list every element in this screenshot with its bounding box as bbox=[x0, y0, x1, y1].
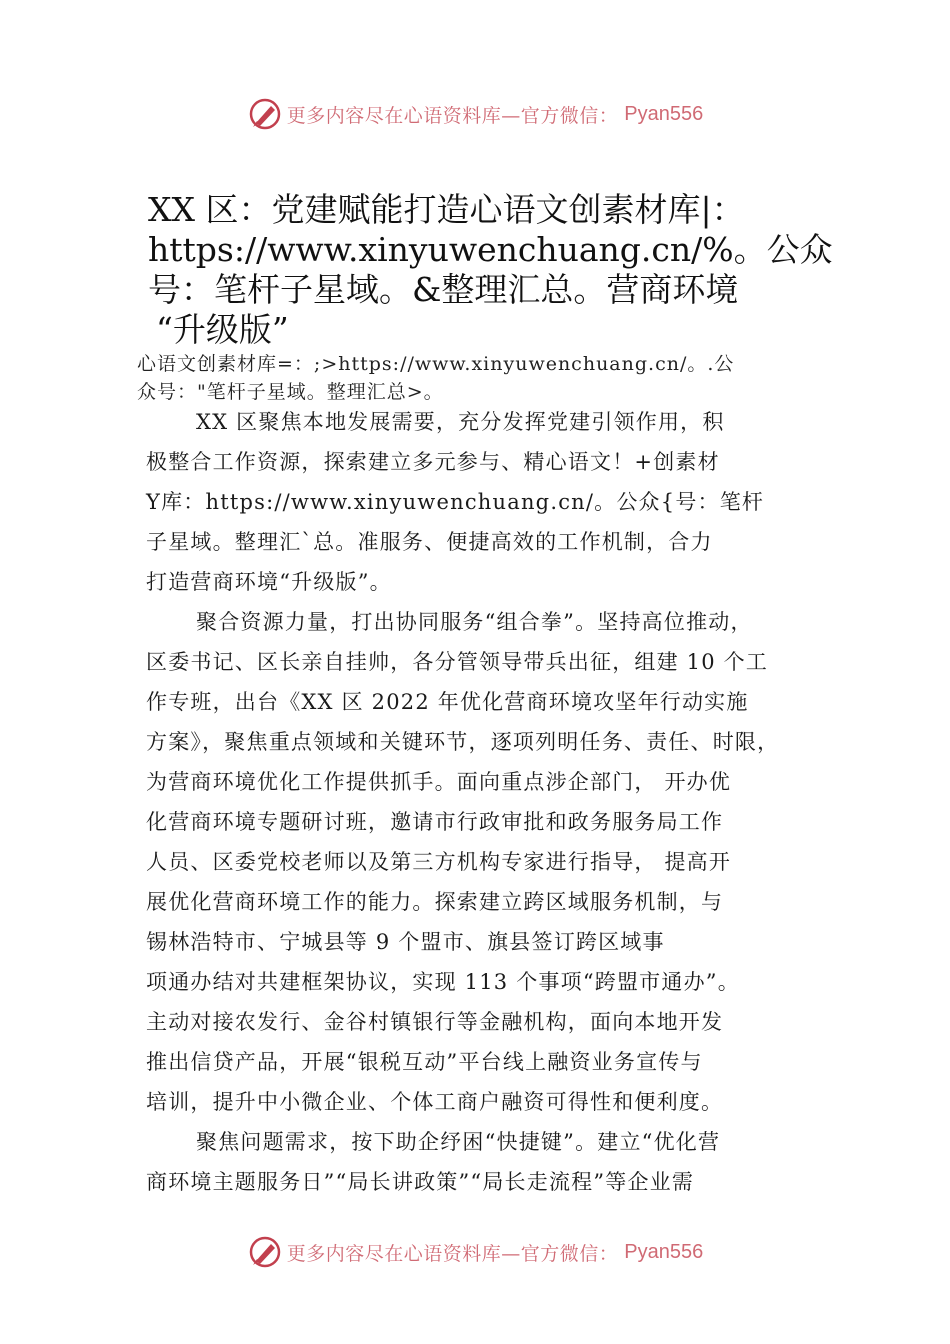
body-line: 子星域。整理汇`总。准服务、便捷高效的工作机制，合力 bbox=[146, 530, 713, 554]
body-line: 锡林浩特市、宁城县等 9 个盟市、旗县签订跨区域事 bbox=[146, 930, 665, 954]
body-line: 培训，提升中小微企业、个体工商户融资可得性和便利度。 bbox=[146, 1090, 724, 1114]
body-line: 为营商环境优化工作提供抓手。面向重点涉企部门， 开办优 bbox=[146, 770, 732, 794]
body-line: 作专班，出台《XX 区 2022 年优化营商环境攻坚年行动实施 bbox=[146, 690, 749, 714]
body-line: 化营商环境专题研讨班，邀请市行政审批和政务服务局工作 bbox=[146, 810, 724, 834]
body-line: Y库：https://www.xinyuwenchuang.cn/。公众{号：笔杆 bbox=[146, 490, 765, 514]
body-line: 展优化营商环境工作的能力。探索建立跨区域服务机制，与 bbox=[146, 890, 724, 914]
banner-account: Pyan556 bbox=[624, 1240, 704, 1263]
banner-text: 更多内容尽在心语资料库—官方微信： bbox=[286, 104, 619, 127]
footer-banner bbox=[0, 1232, 950, 1272]
source-note-line: 心语文创素材库=：;>https://www.xinyuwenchuang.cn/。.公 bbox=[137, 353, 735, 375]
title-line: XX 区：党建赋能打造心语文创素材库|： bbox=[148, 190, 745, 229]
title-line: https://www.xinyuwenchuang.cn/%。公众 bbox=[148, 230, 833, 269]
banner-text: 更多内容尽在心语资料库—官方微信： bbox=[286, 1242, 619, 1265]
document-title bbox=[148, 190, 838, 350]
body-line: 商环境主题服务日”“局长讲政策”“局长走流程”等企业需 bbox=[146, 1170, 695, 1194]
body-line: 方案》，聚焦重点领域和关键环节，逐项列明任务、责任、时限， bbox=[146, 730, 780, 754]
body-line: 聚焦问题需求，按下助企纾困“快捷键”。建立“优化营 bbox=[196, 1130, 721, 1154]
body-line: 主动对接农发行、金谷村镇银行等金融机构，面向本地开发 bbox=[146, 1010, 724, 1034]
body-line: 人员、区委党校老师以及第三方机构专家进行指导， 提高开 bbox=[146, 850, 732, 874]
body-line: 推出信贷产品，开展“银税互动”平台线上融资业务宣传与 bbox=[146, 1050, 703, 1074]
pen-logo-icon bbox=[247, 96, 283, 132]
banner-account: Pyan556 bbox=[624, 102, 704, 125]
body-line: 打造营商环境“升级版”。 bbox=[146, 570, 392, 594]
body-line: 极整合工作资源，探索建立多元参与、精心语文！+创素材 bbox=[146, 450, 720, 474]
body-line: 项通办结对共建框架协议，实现 113 个事项“跨盟市通办”。 bbox=[146, 970, 740, 994]
body-line: 区委书记、区长亲自挂帅，各分管领导带兵出征，组建 10 个工 bbox=[146, 650, 769, 674]
title-line: 号：笔杆子星域。&整理汇总。营商环境 bbox=[148, 270, 739, 309]
source-note bbox=[137, 350, 837, 406]
title-line: “升级版” bbox=[156, 310, 289, 349]
body-line: XX 区聚焦本地发展需要，充分发挥党建引领作用，积 bbox=[196, 410, 725, 434]
article-body bbox=[146, 402, 846, 1202]
header-banner bbox=[0, 94, 950, 134]
source-note-line: 众号："笔杆子星域。整理汇总>。 bbox=[137, 381, 444, 403]
body-line: 聚合资源力量，打出协同服务“组合拳”。坚持高位推动， bbox=[196, 610, 753, 634]
pen-logo-icon bbox=[247, 1234, 283, 1270]
